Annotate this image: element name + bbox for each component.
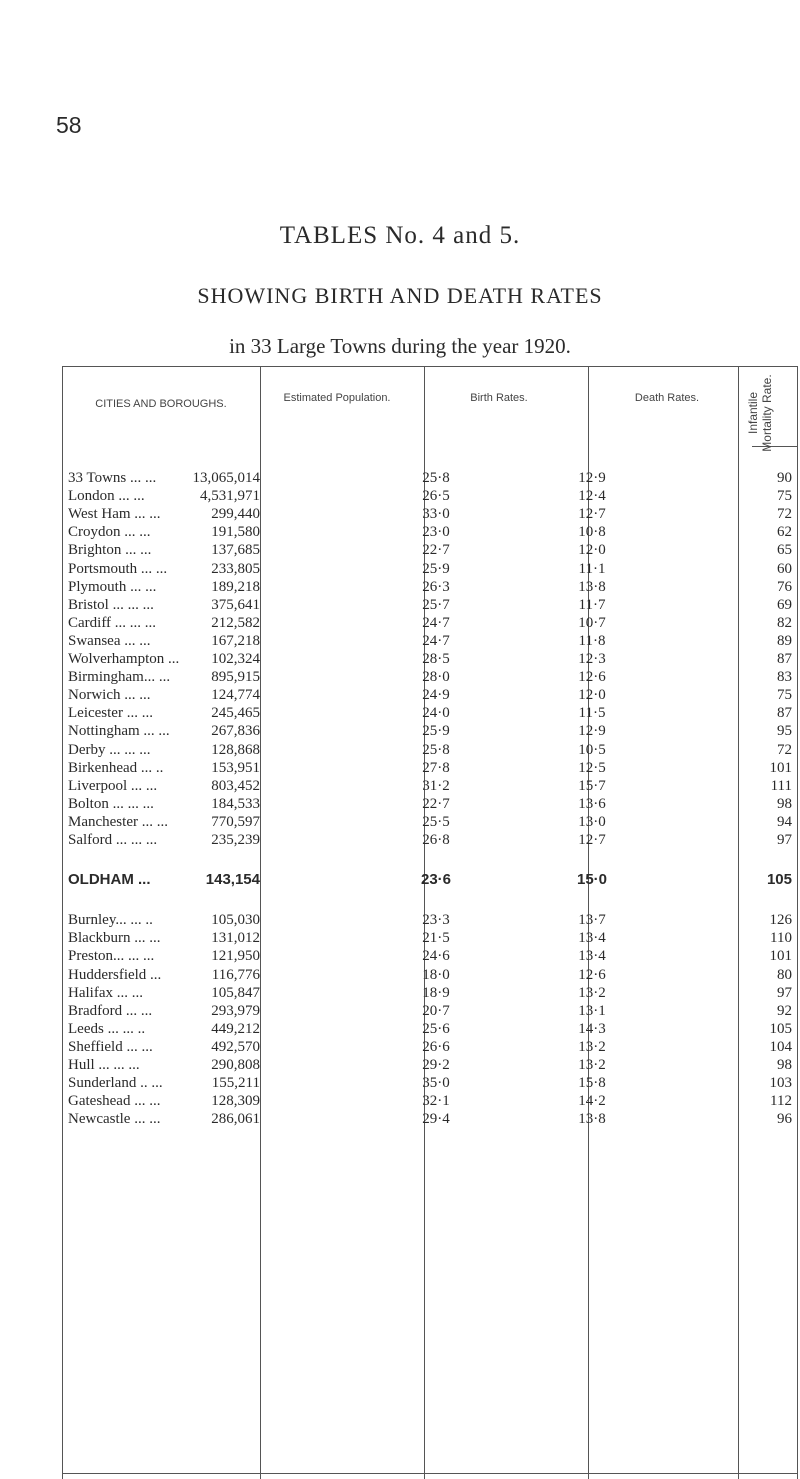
infantile-mortality: 97 xyxy=(777,984,792,1001)
town-name: Blackburn ... ... xyxy=(68,930,161,947)
death-rate: 15·0 xyxy=(576,871,608,889)
town-name: Swansea ... ... xyxy=(68,632,151,649)
death-rate: 13·7 xyxy=(578,912,606,929)
town-name: Norwich ... ... xyxy=(68,687,151,704)
population-value: 4,531,971 xyxy=(200,488,260,505)
infantile-mortality: 101 xyxy=(769,759,792,776)
death-rate: 12·0 xyxy=(578,542,606,559)
birth-rate: 26·3 xyxy=(422,578,450,595)
header-birth: Birth Rates. xyxy=(470,392,528,404)
death-rate: 15·7 xyxy=(578,777,606,794)
birth-rate: 22·7 xyxy=(422,795,450,812)
town-name: Manchester ... ... xyxy=(68,813,168,830)
table-top-rule xyxy=(62,366,798,367)
population-value: 153,951 xyxy=(211,759,260,776)
population-value: 803,452 xyxy=(211,777,260,794)
birth-rate: 29·2 xyxy=(422,1057,450,1073)
table-row xyxy=(62,1020,798,1038)
birth-rate: 35·0 xyxy=(422,1075,450,1092)
town-name: 33 Towns ... ... xyxy=(68,470,157,486)
population-value: 245,465 xyxy=(211,705,260,722)
table-row xyxy=(62,1056,798,1074)
population-value: 212,582 xyxy=(211,614,260,631)
town-name: Wolverhampton ... xyxy=(68,651,180,667)
death-rate: 13·8 xyxy=(578,578,606,595)
population-value: 143,154 xyxy=(205,871,260,889)
infantile-mortality: 95 xyxy=(777,723,792,740)
table-row xyxy=(62,686,798,704)
death-rate: 12·6 xyxy=(578,966,606,983)
table-row xyxy=(62,929,798,947)
birth-rate: 18·0 xyxy=(422,966,450,983)
death-rate: 11·1 xyxy=(578,560,606,577)
population-value: 233,805 xyxy=(211,560,260,577)
population-value: 375,641 xyxy=(211,596,260,613)
infantile-mortality: 89 xyxy=(777,632,792,649)
table-row xyxy=(62,777,798,795)
population-value: 131,012 xyxy=(211,930,260,947)
header-cities: CITIES AND BOROUGHS. xyxy=(95,398,227,410)
birth-rate: 24·6 xyxy=(422,948,450,965)
population-value: 189,218 xyxy=(211,578,260,595)
death-rate: 14·3 xyxy=(578,1020,606,1037)
header-population: Estimated Population. xyxy=(283,392,391,404)
infantile-mortality: 72 xyxy=(777,506,792,523)
infantile-mortality: 90 xyxy=(777,470,792,486)
table-row xyxy=(62,505,798,523)
birth-rate: 24·7 xyxy=(422,632,450,649)
rates-table xyxy=(62,366,798,1479)
town-name: London ... ... xyxy=(68,488,145,505)
infantile-mortality: 72 xyxy=(777,741,792,758)
birth-rate: 25·6 xyxy=(422,1020,450,1037)
infantile-mortality: 103 xyxy=(769,1075,792,1092)
birth-rate: 28·0 xyxy=(422,669,450,686)
death-rate: 12·7 xyxy=(578,832,606,848)
death-rate: 12·3 xyxy=(578,651,606,667)
birth-rate: 28·5 xyxy=(422,651,450,667)
table-row-highlighted xyxy=(62,871,798,889)
birth-rate: 29·4 xyxy=(422,1111,450,1128)
population-value: 184,533 xyxy=(211,795,260,812)
population-value: 102,324 xyxy=(211,651,260,667)
town-name: Halifax ... ... xyxy=(68,984,143,1001)
infantile-mortality: 94 xyxy=(777,813,792,830)
birth-rate: 23·6 xyxy=(420,871,452,889)
town-name: Croydon ... ... xyxy=(68,524,151,541)
infantile-mortality: 104 xyxy=(769,1038,792,1055)
population-value: 105,030 xyxy=(211,912,260,929)
population-value: 137,685 xyxy=(211,542,260,559)
birth-rate: 24·7 xyxy=(422,614,450,631)
infantile-mortality: 112 xyxy=(770,1093,792,1110)
population-value: 235,239 xyxy=(211,832,260,848)
death-rate: 11·7 xyxy=(578,596,606,613)
header-death: Death Rates. xyxy=(634,392,700,404)
table-row xyxy=(62,831,798,849)
table-row xyxy=(62,911,798,929)
table-bottom-rule xyxy=(62,1473,798,1474)
town-name: Leicester ... ... xyxy=(68,705,153,722)
infantile-mortality: 65 xyxy=(777,542,792,559)
town-name: Salford ... ... ... xyxy=(68,832,158,848)
table-row xyxy=(62,632,798,650)
table-row xyxy=(62,1074,798,1092)
infantile-mortality: 96 xyxy=(777,1111,792,1128)
town-name: Gateshead ... ... xyxy=(68,1093,161,1110)
table-row xyxy=(62,596,798,614)
birth-rate: 25·9 xyxy=(422,723,450,740)
table-row xyxy=(62,1002,798,1020)
infantile-mortality: 87 xyxy=(777,705,792,722)
death-rate: 11·5 xyxy=(578,705,606,722)
infantile-mortality: 98 xyxy=(777,1057,792,1073)
table-row xyxy=(62,966,798,984)
death-rate: 12·7 xyxy=(578,506,606,523)
population-value: 13,065,014 xyxy=(192,470,260,486)
birth-rate: 24·9 xyxy=(422,687,450,704)
town-name: OLDHAM ... xyxy=(68,871,151,889)
table-row xyxy=(62,1038,798,1056)
town-name: Preston... ... ... xyxy=(68,948,155,965)
death-rate: 11·8 xyxy=(578,632,606,649)
birth-rate: 27·8 xyxy=(422,759,450,776)
death-rate: 13·4 xyxy=(578,948,606,965)
birth-rate: 32·1 xyxy=(422,1093,450,1110)
infantile-mortality: 92 xyxy=(777,1002,792,1019)
population-value: 155,211 xyxy=(211,1075,260,1092)
town-name: Leeds ... ... .. xyxy=(68,1020,146,1037)
infantile-mortality: 126 xyxy=(769,912,792,929)
town-name: West Ham ... ... xyxy=(68,506,161,523)
infantile-mortality: 87 xyxy=(777,651,792,667)
birth-rate: 25·9 xyxy=(422,560,450,577)
death-rate: 10·8 xyxy=(578,524,606,541)
death-rate: 13·8 xyxy=(578,1111,606,1128)
population-value: 128,309 xyxy=(211,1093,260,1110)
death-rate: 12·0 xyxy=(578,687,606,704)
birth-rate: 24·0 xyxy=(422,705,450,722)
town-name: Portsmouth ... ... xyxy=(68,560,168,577)
town-name: Bolton ... ... ... xyxy=(68,795,154,812)
birth-rate: 25·8 xyxy=(422,741,450,758)
infantile-mortality: 60 xyxy=(777,560,792,577)
population-value: 286,061 xyxy=(211,1111,260,1128)
population-value: 895,915 xyxy=(211,669,260,686)
page-subtitle: SHOWING BIRTH AND DEATH RATES xyxy=(197,283,603,308)
population-value: 128,868 xyxy=(211,741,260,758)
infantile-mortality: 76 xyxy=(777,578,792,595)
death-rate: 12·4 xyxy=(578,488,606,505)
death-rate: 13·1 xyxy=(578,1002,606,1019)
population-value: 449,212 xyxy=(211,1020,260,1037)
town-name: Brighton ... ... xyxy=(68,542,152,559)
town-name: Plymouth ... ... xyxy=(68,578,157,595)
birth-rate: 22·7 xyxy=(422,542,450,559)
table-row xyxy=(62,984,798,1002)
death-rate: 10·7 xyxy=(578,614,606,631)
population-value: 191,580 xyxy=(211,524,260,541)
infantile-mortality: 105 xyxy=(769,1020,792,1037)
birth-rate: 33·0 xyxy=(422,506,450,523)
death-rate: 13·2 xyxy=(578,984,606,1001)
population-value: 770,597 xyxy=(211,813,260,830)
death-rate: 12·9 xyxy=(578,470,606,486)
table-row xyxy=(62,668,798,686)
town-name: Derby ... ... ... xyxy=(68,741,151,758)
infantile-mortality: 62 xyxy=(777,524,792,541)
death-rate: 10·5 xyxy=(578,741,606,758)
town-name: Bristol ... ... ... xyxy=(68,596,154,613)
infantile-mortality: 69 xyxy=(777,596,792,613)
table-row xyxy=(62,487,798,505)
table-row xyxy=(62,578,798,596)
page-subtitle-2: in 33 Large Towns during the year 1920. xyxy=(229,334,571,358)
population-value: 293,979 xyxy=(211,1002,260,1019)
death-rate: 13·2 xyxy=(578,1038,606,1055)
table-row xyxy=(62,560,798,578)
population-value: 167,218 xyxy=(211,632,260,649)
table-row xyxy=(62,741,798,759)
population-value: 116,776 xyxy=(211,966,260,983)
table-row xyxy=(62,541,798,559)
infantile-mortality: 75 xyxy=(777,488,792,505)
town-name: Liverpool ... ... xyxy=(68,777,158,794)
table-row xyxy=(62,795,798,813)
table-row xyxy=(62,469,798,487)
birth-rate: 31·2 xyxy=(422,777,450,794)
death-rate: 13·6 xyxy=(578,795,606,812)
table-row xyxy=(62,614,798,632)
infantile-mortality: 82 xyxy=(777,614,792,631)
infantile-mortality: 110 xyxy=(770,930,792,947)
table-row xyxy=(62,650,798,668)
town-name: Sunderland .. ... xyxy=(68,1075,163,1092)
birth-rate: 25·7 xyxy=(422,596,450,613)
death-rate: 13·4 xyxy=(578,930,606,947)
page-number: 58 xyxy=(56,112,82,138)
population-value: 267,836 xyxy=(211,723,260,740)
town-name: Burnley... ... .. xyxy=(68,912,153,929)
header-infantile: Infantile Mortality Rate. xyxy=(746,374,774,452)
town-name: Huddersfield ... xyxy=(68,966,162,983)
population-value: 105,847 xyxy=(211,984,260,1001)
birth-rate: 26·5 xyxy=(422,488,450,505)
infantile-mortality: 105 xyxy=(766,871,792,889)
population-value: 492,570 xyxy=(211,1038,260,1055)
table-row xyxy=(62,523,798,541)
infantile-mortality: 83 xyxy=(777,669,792,686)
death-rate: 12·9 xyxy=(578,723,606,740)
population-value: 124,774 xyxy=(211,687,260,704)
town-name: Birmingham... ... xyxy=(68,669,171,686)
population-value: 121,950 xyxy=(211,948,260,965)
death-rate: 12·6 xyxy=(578,669,606,686)
town-name: Hull ... ... ... xyxy=(68,1057,140,1073)
population-value: 290,808 xyxy=(211,1057,260,1073)
town-name: Birkenhead ... .. xyxy=(68,759,164,776)
birth-rate: 25·5 xyxy=(422,813,450,830)
birth-rate: 23·3 xyxy=(422,912,450,929)
town-name: Newcastle ... ... xyxy=(68,1111,161,1128)
table-row xyxy=(62,1092,798,1110)
town-name: Sheffield ... ... xyxy=(68,1038,153,1055)
birth-rate: 21·5 xyxy=(422,930,450,947)
birth-rate: 26·8 xyxy=(422,832,450,848)
death-rate: 13·2 xyxy=(578,1057,606,1073)
table-row xyxy=(62,947,798,965)
death-rate: 13·0 xyxy=(578,813,606,830)
infantile-mortality: 75 xyxy=(777,687,792,704)
town-name: Bradford ... ... xyxy=(68,1002,153,1019)
table-row xyxy=(62,704,798,722)
birth-rate: 26·6 xyxy=(422,1038,450,1055)
table-row xyxy=(62,722,798,740)
table-row xyxy=(62,759,798,777)
birth-rate: 23·0 xyxy=(422,524,450,541)
birth-rate: 25·8 xyxy=(422,470,450,486)
birth-rate: 18·9 xyxy=(422,984,450,1001)
table-row xyxy=(62,1110,798,1128)
population-value: 299,440 xyxy=(211,506,260,523)
page-title: TABLES No. 4 and 5. xyxy=(279,222,521,249)
death-rate: 12·5 xyxy=(578,759,606,776)
table-row xyxy=(62,813,798,831)
death-rate: 14·2 xyxy=(578,1093,606,1110)
town-name: Nottingham ... ... xyxy=(68,723,170,740)
infantile-mortality: 101 xyxy=(769,948,792,965)
birth-rate: 20·7 xyxy=(422,1002,450,1019)
death-rate: 15·8 xyxy=(578,1075,606,1092)
infantile-mortality: 97 xyxy=(777,832,792,848)
infantile-mortality: 80 xyxy=(777,966,792,983)
infantile-mortality: 111 xyxy=(770,777,792,794)
infantile-mortality: 98 xyxy=(777,795,792,812)
town-name: Cardiff ... ... ... xyxy=(68,614,157,631)
